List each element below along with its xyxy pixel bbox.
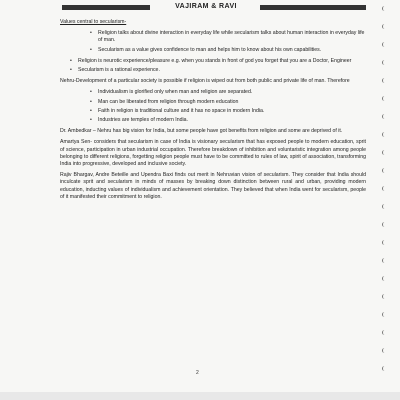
binding-hole [382, 276, 387, 281]
nehru-intro: Nehru-Development of a particular society is possible if religion is wiped out from both public and private life of man. Therefore [60, 78, 350, 85]
header-title: VAJIRAM & RAVI [175, 3, 237, 10]
page-shadow [0, 392, 400, 400]
document-body [60, 19, 366, 205]
binding-hole [382, 78, 387, 83]
binding-hole [382, 186, 387, 191]
binding-hole [382, 60, 387, 65]
header-bar-right [260, 5, 366, 10]
binding-hole [382, 114, 387, 119]
bhargav-paragraph: Rajiv Bhargav, Andre Beteille and Upendra Baxi finds out merit in Nehruvian vision of secularism. They consider that India should inculcate sprit and secularism in minds of masses by breaking down distinction between rural and urban, providing modern education, inducting values of individualism and achievement orientation. They believed that when India went for secularism, people of it manifested their commitment to religion. [60, 172, 366, 200]
binding-hole [382, 132, 387, 137]
binding-hole [382, 240, 387, 245]
binding-hole [382, 96, 387, 101]
list-item: • Religion talks about divine interaction in everyday life while secularism talks about human interaction in everyday life of man. [90, 30, 366, 44]
binding-hole [382, 150, 387, 155]
list-item: • Faith in religion is traditional culture and it has no space in modern India. [90, 108, 366, 115]
binding-hole [382, 168, 387, 173]
ambedkar-paragraph: Dr. Ambedkar – Nehru has big vision for India, but some people have got benefits from religion and some are deprived of it. [60, 128, 343, 135]
binding-hole [382, 366, 387, 371]
binding-hole [382, 6, 387, 11]
binding-hole [382, 312, 387, 317]
header-bar-left [62, 5, 150, 10]
religion-list [60, 58, 366, 74]
list-item: • Man can be liberated from religion through modern education [90, 99, 366, 106]
binding-hole [382, 222, 387, 227]
binding-hole [382, 330, 387, 335]
amartya-sen-paragraph: Amartya Sen- considers that secularism in case of India is visionary secularism that has exposed people to modern education, sprit of science, participation in urban industrial occupation. Therefore breakdown of inhibition and voluntaristic integration among people belonging to different religions, forgetting religion people must have to be committed to rules of law, spirit of association, transforming India into progressive, developed and inclusive society. [60, 139, 366, 168]
binding-hole [382, 42, 387, 47]
nehru-list [60, 89, 366, 124]
list-item: • Religion is neurotic experience/pleasure e.g. when you stands in front of god you forget that you are a Doctor, Engineer [70, 58, 366, 65]
binding-hole [382, 204, 387, 209]
binding-hole [382, 294, 387, 299]
binding-hole [382, 348, 387, 353]
binding-hole [382, 24, 387, 29]
list-item: • Individualism is glorified only when man and religion are separated. [90, 89, 366, 96]
section-heading: Values central to secularism- [60, 19, 127, 25]
binding-hole [382, 258, 387, 263]
list-item: • Secularism is a rational experience. [70, 67, 366, 74]
values-list [60, 30, 366, 54]
list-item: • Secularism as a value gives confidence to man and helps him to know about his own capabilities. [90, 47, 366, 54]
page-number: 2 [196, 370, 199, 376]
list-item: • Industries are temples of modern India. [90, 117, 366, 124]
page-header [62, 3, 366, 13]
